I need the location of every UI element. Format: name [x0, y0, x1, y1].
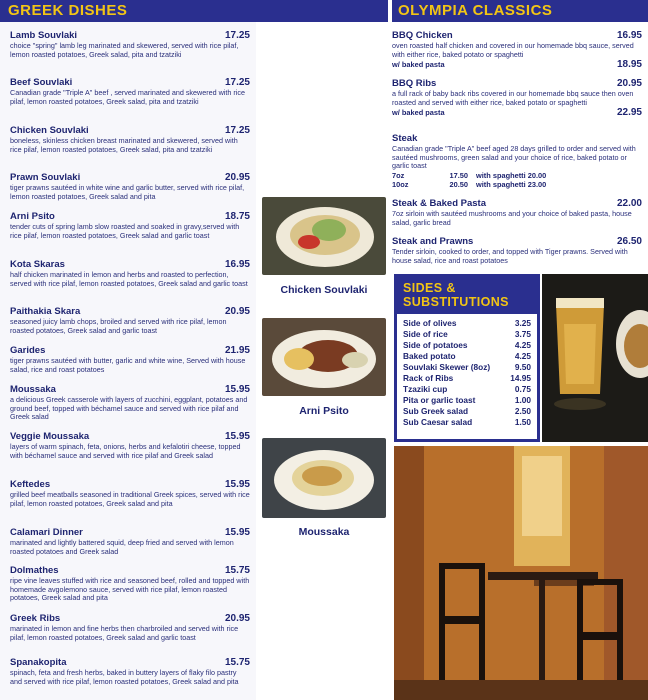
dish-price: 20.95	[224, 613, 250, 624]
chicken-souvlaki-photo	[262, 197, 386, 275]
dish-name: Calamari Dinner	[10, 527, 83, 538]
dish-description: oven roasted half chicken and covered in our homemade bbq sauce, served with either rice, baked potato or spaghetti	[392, 41, 634, 59]
sides-list	[397, 314, 537, 428]
side-price: 3.25	[514, 318, 531, 328]
menu-item	[392, 78, 642, 118]
side-price: 3.75	[514, 329, 531, 339]
menu-item	[10, 172, 250, 201]
dish-price: 16.95	[224, 259, 250, 270]
olympia-classics-header: OLYMPIA CLASSICS	[392, 0, 648, 22]
dish-description: 7oz sirloin with sautéed mushrooms and your choice of baked pasta, house salad, garlic bread	[392, 209, 632, 227]
sub-option: w/ baked pasta	[392, 108, 445, 118]
side-name: Tzaziki cup	[403, 384, 448, 394]
photo-caption: Moussaka	[298, 526, 350, 538]
dish-price: 17.25	[224, 77, 250, 88]
dish-price: 21.95	[224, 345, 250, 356]
dish-description: Canadian grade "Triple A" beef , served marinated and skewered with rice pilaf, lemon roasted potatoes, Greek salad, pita and tzatziki	[10, 88, 245, 106]
side-price: 4.25	[514, 351, 531, 361]
dish-description: marinated in lemon and fine herbs then charbroiled and served with rice pilaf, lemon roasted potatoes, Greek salad and garlic toast	[10, 624, 239, 642]
side-price: 0.75	[514, 384, 531, 394]
dish-name: Kota Skaras	[10, 259, 65, 270]
steak-price: 20.50	[449, 179, 468, 189]
menu-item	[10, 384, 250, 422]
dish-name: Garides	[10, 345, 46, 356]
dish-name: Lamb Souvlaki	[10, 30, 78, 41]
menu-item	[392, 236, 642, 265]
side-item	[403, 362, 531, 373]
sub-price: 22.95	[616, 107, 642, 119]
menu-item	[10, 613, 250, 642]
side-name: Pita or garlic toast	[403, 395, 476, 405]
dish-price: 20.95	[224, 172, 250, 183]
menu-item	[10, 527, 250, 556]
side-name: Souvlaki Skewer (8oz)	[403, 362, 491, 372]
dish-price: 15.95	[224, 479, 250, 490]
side-item	[403, 318, 531, 329]
dish-price: 22.00	[616, 198, 642, 209]
steak-spaghetti-price: with spaghetti 20.00	[476, 170, 547, 180]
dish-description: a full rack of baby back ribs covered in our homemade bbq sauce then oven roasted and served with either rice, baked potato or spaghetti	[392, 89, 634, 107]
dish-name: Moussaka	[10, 384, 56, 395]
side-name: Sub Caesar salad	[403, 417, 473, 427]
side-name: Baked potato	[403, 351, 456, 361]
dish-description: seasoned juicy lamb chops, broiled and served with rice pilaf, lemon roasted potatoes, Greek salad and garlic toast	[10, 317, 227, 335]
dish-description: spinach, feta and fresh herbs, baked in buttery layers of flaky filo pastry and served with rice pilaf, lemon roasted potatoes, Greek salad and pita	[10, 668, 239, 686]
menu-item	[10, 657, 250, 686]
menu-item	[10, 211, 250, 240]
menu-item	[392, 133, 642, 189]
dish-name: Veggie Moussaka	[10, 431, 90, 442]
side-price: 2.50	[514, 406, 531, 416]
menu-item	[10, 479, 250, 508]
dish-name: Steak	[392, 133, 418, 144]
sub-option: w/ baked pasta	[392, 60, 445, 70]
dish-price: 15.95	[224, 527, 250, 538]
dish-description: tender cuts of spring lamb slow roasted and soaked in gravy,served with rice pilaf, lemon roasted potatoes, Greek salad and garlic toast	[10, 222, 240, 240]
dish-price: 15.95	[224, 384, 250, 395]
dish-description: Tender sirloin, cooked to order, and topped with Tiger prawns. Served with house salad, rice and roast potatoes	[392, 247, 628, 265]
interior-table-icon	[394, 446, 648, 700]
side-price: 1.50	[514, 417, 531, 427]
dish-description: ripe vine leaves stuffed with rice and seasoned beef, rolled and topped with homemade avgolemono sauce, served with rice pilaf, lemon roasted potatoes, Greek salad and pita	[10, 576, 250, 603]
dish-description: a delicious Greek casserole with layers of zucchini, eggplant, potatoes and ground beef, topped with béchamel sauce and served with rice pilaf and Greek salad	[10, 395, 248, 422]
dish-price: 15.75	[224, 565, 250, 576]
dish-name: Dolmathes	[10, 565, 59, 576]
menu-item	[392, 30, 642, 70]
beer-glass-photo	[542, 274, 648, 442]
dish-description: tiger prawns sautéed in white wine and garlic butter, served with rice pilaf, lemon roasted potatoes, Greek salad and pita	[10, 183, 245, 201]
menu-item	[10, 259, 250, 288]
side-item	[403, 340, 531, 351]
sides-title-line: SIDES &	[403, 281, 456, 295]
sides-title	[397, 277, 537, 314]
dish-price: 16.95	[616, 30, 642, 41]
side-price: 4.25	[514, 340, 531, 350]
sub-price: 18.95	[616, 59, 642, 71]
dish-price: 20.95	[616, 78, 642, 89]
side-name: Rack of Ribs	[403, 373, 454, 383]
restaurant-interior-photo	[394, 446, 648, 700]
side-item	[403, 384, 531, 395]
dish-description: marinated and lightly battered squid, deep fried and served with lemon roasted potatoes and Greek salad	[10, 538, 234, 556]
steak-price-grid	[392, 171, 642, 189]
dish-name: Paithakia Skara	[10, 306, 81, 317]
steak-price: 17.50	[449, 170, 468, 180]
dish-name: Chicken Souvlaki	[10, 125, 89, 136]
dish-description: boneless, skinless chicken breast marinated and skewered, served with rice pilaf, lemon roasted potatoes, Greek salad, pita and tzatziki	[10, 136, 238, 154]
menu-item	[10, 306, 250, 335]
dish-price: 18.75	[224, 211, 250, 222]
menu-item	[10, 565, 250, 603]
beer-glass-icon	[542, 274, 648, 442]
side-item	[403, 351, 531, 362]
moussaka-photo	[262, 438, 386, 518]
arni-psito-photo	[262, 318, 386, 396]
menu-item	[10, 431, 250, 460]
dish-price: 26.50	[616, 236, 642, 247]
dish-name: Keftedes	[10, 479, 51, 490]
dish-name: Greek Ribs	[10, 613, 61, 624]
menu-item	[10, 30, 250, 59]
side-name: Sub Greek salad	[403, 406, 469, 416]
dish-name: BBQ Chicken	[392, 30, 453, 41]
dish-description: tiger prawns sautéed with butter, garlic and white wine, Served with house salad, rice and roast potatoes	[10, 356, 246, 374]
steak-size: 10oz	[392, 179, 409, 189]
side-name: Side of olives	[403, 318, 457, 328]
dish-price: 20.95	[224, 306, 250, 317]
dish-description: grilled beef meatballs seasoned in traditional Greek spices, served with rice pilaf, lemon roasted potatoes, Greek salad and pita	[10, 490, 250, 508]
steak-spaghetti-price: with spaghetti 23.00	[476, 179, 547, 189]
steak-size: 7oz	[392, 170, 405, 180]
dish-description: half chicken marinated in lemon and herbs and roasted to perfection, served with rice pilaf, lemon roasted potatoes, Greek salad and garlic toast	[10, 270, 248, 288]
dish-description: Canadian grade "Triple A" beef aged 28 days grilled to order and served with sautéed mushrooms, green salad and your choice of rice, baked potato or garlic toast	[392, 144, 636, 171]
dish-name: Steak and Prawns	[392, 236, 474, 247]
dish-price: 17.25	[224, 30, 250, 41]
dish-name: Steak & Baked Pasta	[392, 198, 486, 209]
menu-item	[10, 125, 250, 154]
menu-item	[10, 77, 250, 106]
photo-caption: Chicken Souvlaki	[280, 284, 368, 296]
side-item	[403, 417, 531, 428]
side-item	[403, 406, 531, 417]
dish-description: choice "spring" lamb leg marinated and skewered, served with rice pilaf, lemon roasted potatoes, Greek salad, pita and tzatziki	[10, 41, 239, 59]
side-item	[403, 395, 531, 406]
side-name: Side of potatoes	[403, 340, 468, 350]
sides-substitutions-box	[394, 274, 540, 442]
side-item	[403, 329, 531, 340]
dish-price: 15.95	[224, 431, 250, 442]
dish-name: Arni Psito	[10, 211, 55, 222]
sides-title-line: SUBSTITUTIONS	[403, 295, 509, 309]
dish-price: 15.75	[224, 657, 250, 668]
dish-name: BBQ Ribs	[392, 78, 437, 89]
greek-dishes-header: GREEK DISHES	[0, 0, 388, 22]
dish-name: Spanakopita	[10, 657, 67, 668]
side-price: 1.00	[514, 395, 531, 405]
dish-price: 17.25	[224, 125, 250, 136]
dish-name: Prawn Souvlaki	[10, 172, 81, 183]
side-item	[403, 373, 531, 384]
dish-name: Beef Souvlaki	[10, 77, 73, 88]
side-name: Side of rice	[403, 329, 448, 339]
side-price: 14.95	[510, 373, 531, 383]
photo-caption: Arni Psito	[299, 405, 349, 417]
menu-item	[10, 345, 250, 374]
dish-description: layers of warm spinach, feta, onions, herbs and kefalotiri cheese, topped with béchamel sauce and served with rice pilaf and Greek salad	[10, 442, 241, 460]
side-price: 9.50	[514, 362, 531, 372]
menu-item	[392, 198, 642, 227]
